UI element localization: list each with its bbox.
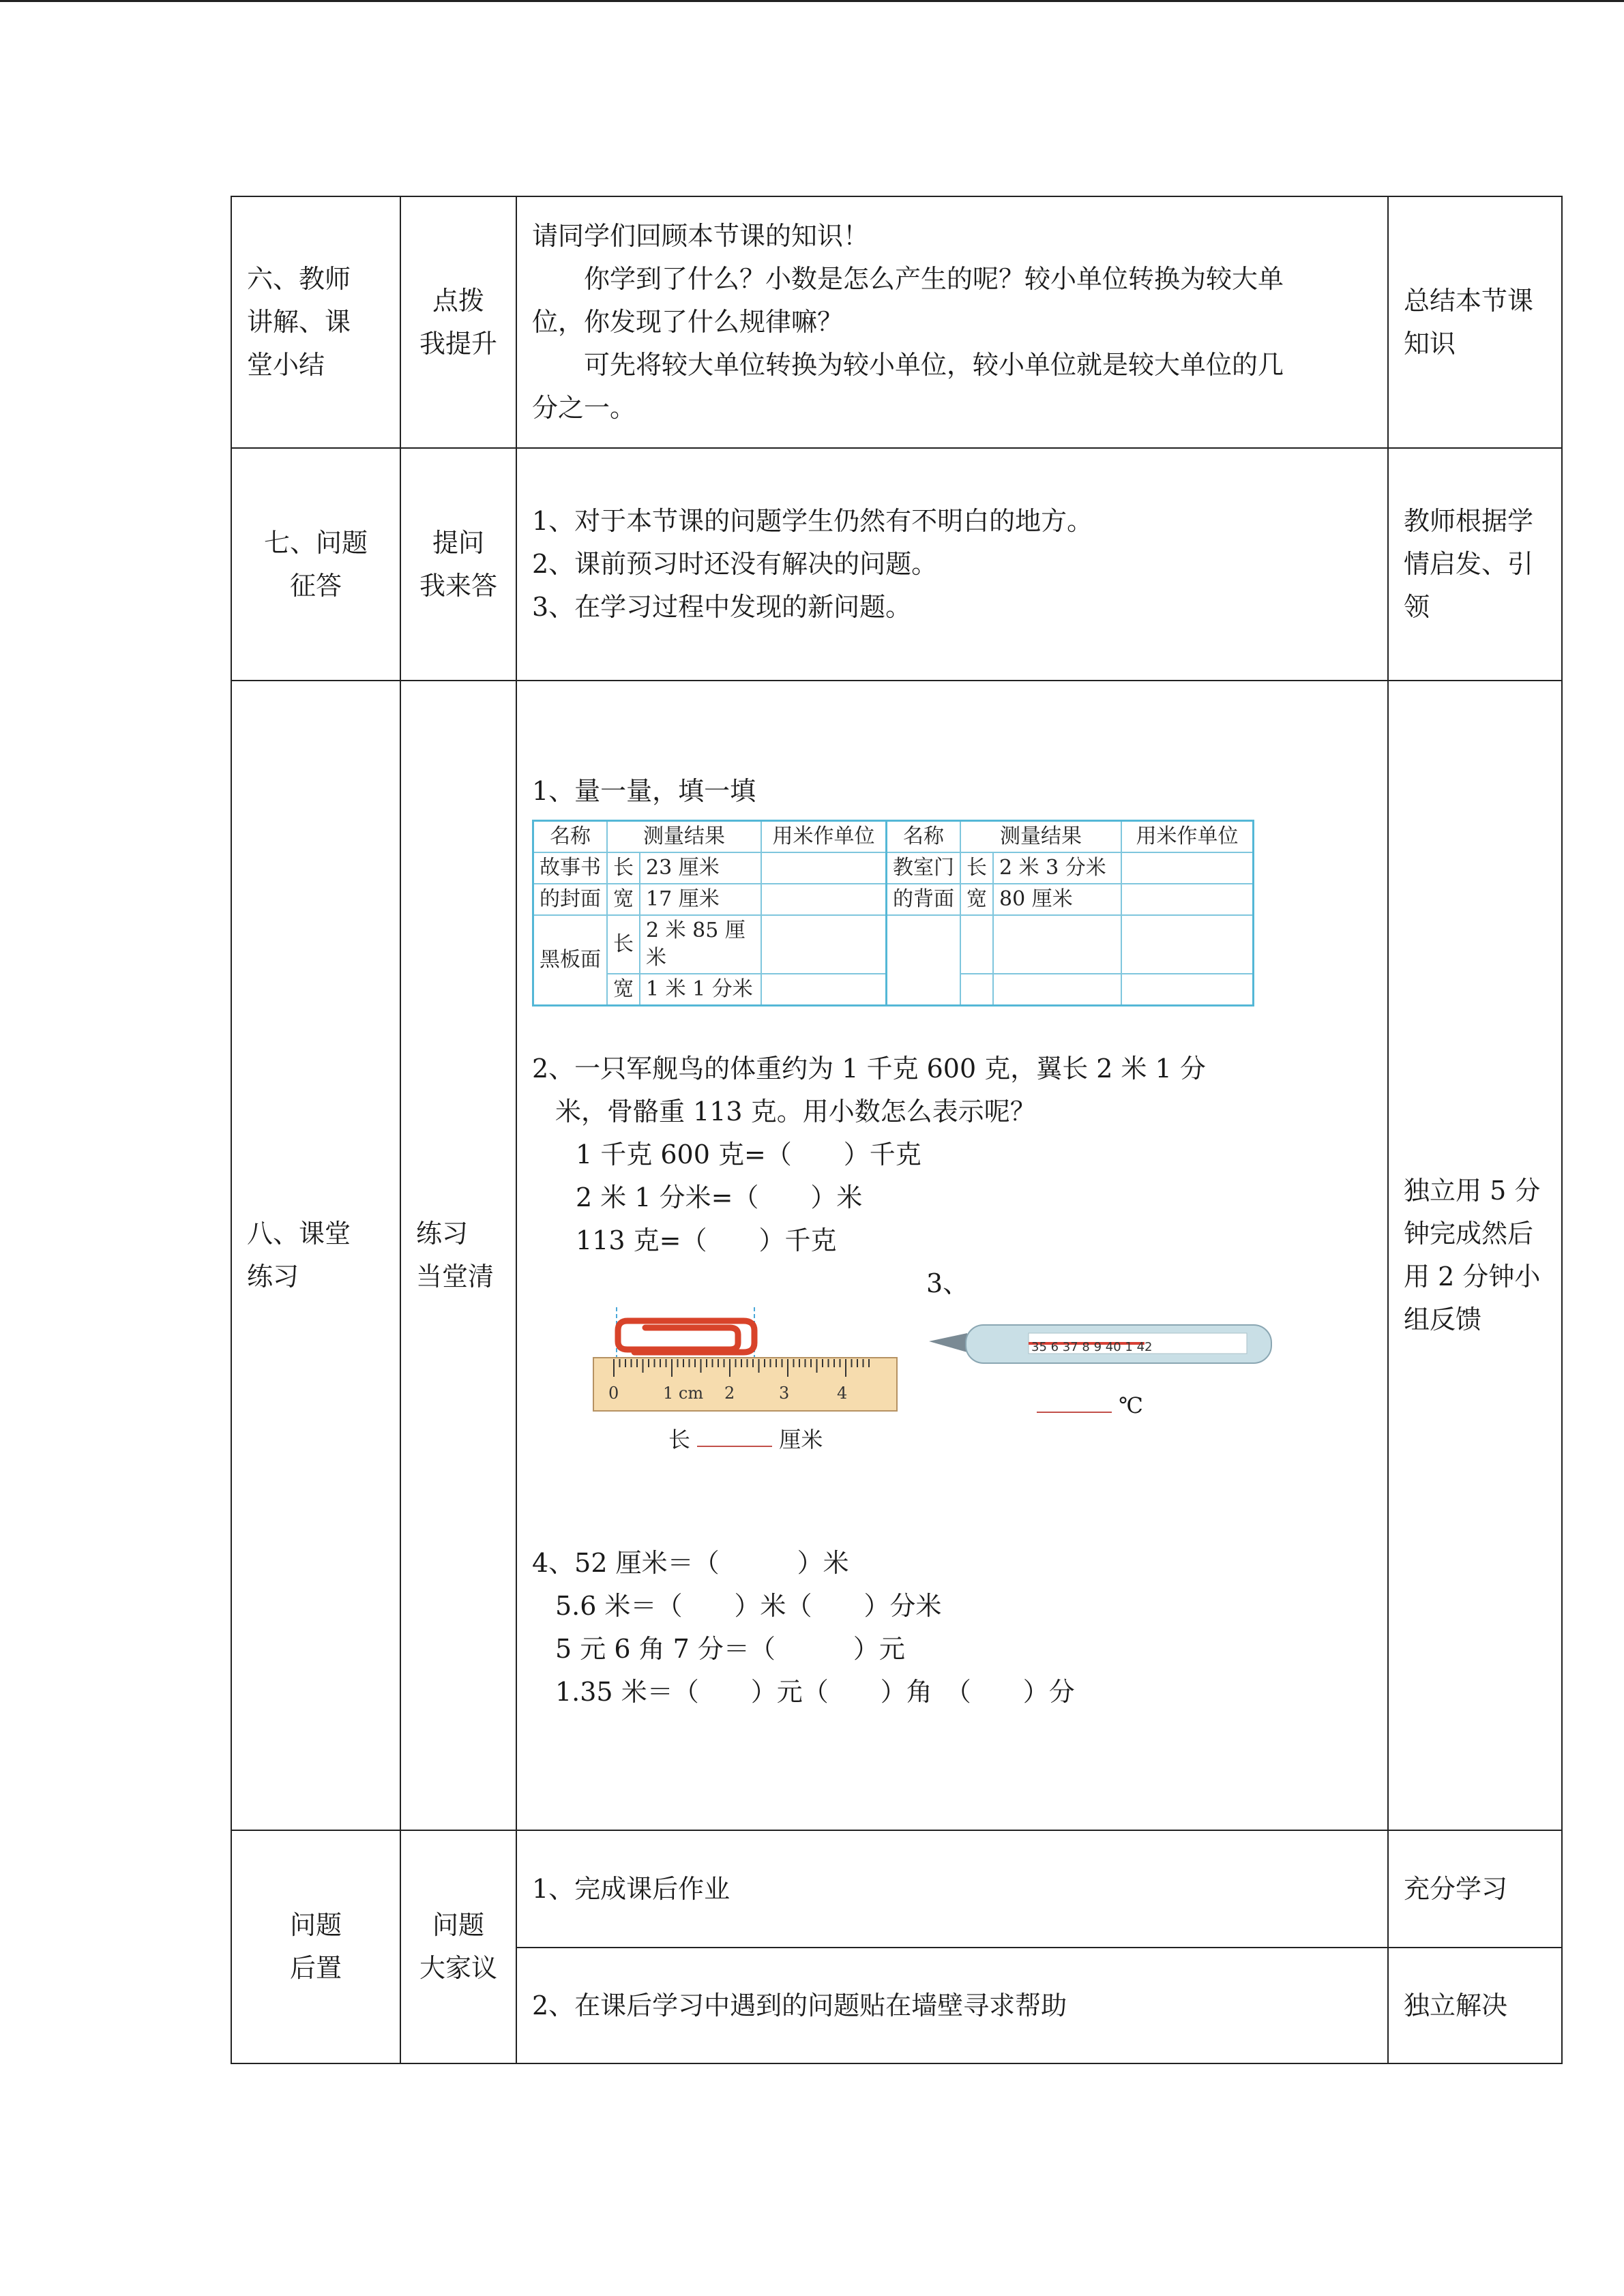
question-4-line: 5 元 6 角 7 分＝（ ）元: [555, 1634, 905, 1664]
note-line: 教师根据学: [1404, 506, 1534, 536]
thermometer-figure: [926, 1310, 1281, 1378]
method-line: 提问: [432, 527, 484, 558]
question-2-line: 2、一只军舰鸟的体重约为 1 千克 600 克，翼长 2 米 1 分: [532, 1054, 1206, 1084]
method-cell: [400, 681, 516, 1830]
note-line: 钟完成然后: [1404, 1219, 1534, 1249]
answer-cell[interactable]: [761, 884, 887, 915]
caption-text: 长: [668, 1427, 691, 1452]
dim-cell: 长: [607, 852, 640, 884]
stage-cell: [231, 448, 400, 681]
name-cell: 教室门: [887, 852, 961, 884]
answer-cell[interactable]: [1121, 852, 1254, 884]
method-line: 我来答: [419, 570, 497, 601]
stage-line: 征答: [289, 570, 342, 601]
measure-header-row: [533, 821, 1254, 853]
measure-row: [533, 884, 1254, 915]
stage-cell: [231, 1830, 400, 2063]
content-cell: [516, 448, 1388, 681]
content-cell: [516, 196, 1388, 448]
figure-row: [532, 1262, 1372, 1467]
note-line: 领: [1404, 592, 1430, 622]
header-cell: 名称: [533, 821, 608, 853]
name-cell: 的封面: [533, 884, 608, 915]
value-cell: 17 厘米: [640, 884, 761, 915]
question-1-title: 1、量一量，填一填: [532, 776, 756, 806]
dim-cell: 长: [960, 852, 993, 884]
name-cell: 故事书: [533, 852, 608, 884]
content-cell: 2、在课后学习中遇到的问题贴在墙壁寻求帮助: [516, 1948, 1388, 2063]
row-teacher-summary: [231, 196, 1562, 448]
ruler-caption: [668, 1426, 823, 1453]
row-class-practice: [231, 681, 1562, 1830]
top-border-line: [0, 0, 1624, 2]
header-cell: 测量结果: [960, 821, 1121, 853]
thermometer-caption: [1037, 1392, 1143, 1419]
empty-cell: [1121, 974, 1254, 1006]
stage-line: 七、问题: [263, 527, 368, 558]
question-2-line: 113 克=（ ）千克: [576, 1225, 837, 1255]
answer-cell[interactable]: [1121, 884, 1254, 915]
lesson-plan-table: [231, 196, 1563, 2064]
method-line: 问题: [432, 1910, 484, 1940]
ruler-label: 1 cm: [663, 1384, 704, 1403]
header-cell: 用米作单位: [1121, 821, 1254, 853]
measure-row: [533, 852, 1254, 884]
content-line: 你学到了什么？小数是怎么产生的呢？较小单位转换为较大单: [584, 264, 1284, 294]
dim-cell: 宽: [607, 884, 640, 915]
note-line: 组反馈: [1404, 1304, 1482, 1335]
note-cell: 独立解决: [1388, 1948, 1562, 2063]
ruler-label: 2: [724, 1384, 735, 1403]
question-4-line: 1.35 米＝（ ）元（ ）角 （ ）分: [555, 1677, 1075, 1707]
empty-cell: [960, 915, 993, 974]
stage-line: 练习: [247, 1262, 299, 1292]
header-cell: 用米作单位: [761, 821, 887, 853]
method-line: 练习: [416, 1219, 469, 1249]
stage-line: 问题: [289, 1910, 342, 1940]
answer-blank[interactable]: [1037, 1412, 1112, 1413]
content-cell: 1、完成课后作业: [516, 1830, 1388, 1948]
stage-line: 讲解、课: [247, 307, 351, 337]
value-cell: 2 米 3 分米: [993, 852, 1121, 884]
answer-blank[interactable]: [697, 1446, 772, 1447]
method-line: 当堂清: [416, 1262, 494, 1292]
note-line: 用 2 分钟小: [1404, 1262, 1541, 1292]
answer-cell[interactable]: [761, 915, 887, 974]
name-cell: 黑板面: [533, 915, 608, 1006]
value-cell: 80 厘米: [993, 884, 1121, 915]
empty-cell: [993, 974, 1121, 1006]
dim-cell: 宽: [960, 884, 993, 915]
header-cell: 名称: [887, 821, 961, 853]
stage-cell: [231, 681, 400, 1830]
row-followup-1: [231, 1830, 1562, 1948]
row-question-answer: [231, 448, 1562, 681]
content-line: 分之一。: [532, 393, 636, 423]
content-line: 3、在学习过程中发现的新问题。: [532, 592, 912, 622]
question-4-line: 4、52 厘米＝（ ）米: [532, 1548, 849, 1578]
content-line: 请同学们回顾本节课的知识！: [532, 221, 870, 251]
answer-cell[interactable]: [761, 974, 887, 1006]
note-line: 总结本节课: [1404, 285, 1534, 316]
note-line: 独立用 5 分: [1404, 1176, 1541, 1206]
name-cell: 的背面: [887, 884, 961, 915]
content-line: 可先将较大单位转换为较小单位，较小单位就是较大单位的几: [584, 350, 1284, 380]
empty-cell: [887, 915, 961, 1006]
method-cell: [400, 1830, 516, 2063]
note-cell: 充分学习: [1388, 1830, 1562, 1948]
note-cell: [1388, 681, 1562, 1830]
question-2-line: 2 米 1 分米=（ ）米: [576, 1182, 863, 1212]
paper-clip-icon: [618, 1321, 754, 1352]
unit-text: ℃: [1119, 1392, 1143, 1418]
empty-cell: [993, 915, 1121, 974]
measure-row: [533, 915, 1254, 974]
answer-cell[interactable]: [761, 852, 887, 884]
stage-line: 堂小结: [247, 350, 325, 380]
note-line: 情启发、引: [1404, 549, 1534, 579]
ruler-label: 0: [608, 1384, 619, 1403]
note-cell: [1388, 448, 1562, 681]
question-2-line: 1 千克 600 克=（ ）千克: [576, 1139, 921, 1169]
value-cell: 2 米 85 厘米: [640, 915, 761, 974]
content-cell: [516, 681, 1388, 1830]
content-line: 1、对于本节课的问题学生仍然有不明白的地方。: [532, 506, 1093, 536]
method-cell: [400, 196, 516, 448]
header-cell: 测量结果: [607, 821, 761, 853]
value-cell: 1 米 1 分米: [640, 974, 761, 1006]
stage-cell: [231, 196, 400, 448]
ruler-label: 3: [779, 1384, 790, 1403]
ruler-label: 4: [837, 1384, 848, 1403]
stage-line: 八、课堂: [247, 1219, 351, 1249]
method-line: 点拨: [432, 285, 484, 316]
thermometer-scale: 35 6 37 8 9 40 1 42: [1031, 1340, 1153, 1354]
method-cell: [400, 448, 516, 681]
question-3-label: 3、: [926, 1268, 969, 1298]
value-cell: 23 厘米: [640, 852, 761, 884]
note-cell: [1388, 196, 1562, 448]
empty-cell: [960, 974, 993, 1006]
stage-line: 后置: [289, 1953, 342, 1983]
dim-cell: 宽: [607, 974, 640, 1006]
content-line: 2、课前预习时还没有解决的问题。: [532, 549, 938, 579]
dim-cell: 长: [607, 915, 640, 974]
thermometer-tip: [929, 1333, 967, 1352]
question-2-line: 米，骨骼重 113 克。用小数怎么表示呢？: [555, 1097, 1036, 1127]
content-line: 位，你发现了什么规律嘛？: [532, 307, 844, 337]
stage-line: 六、教师: [247, 264, 351, 294]
measure-table: [532, 820, 1254, 1007]
caption-text: 厘米: [779, 1427, 823, 1452]
method-line: 我提升: [419, 328, 497, 359]
note-line: 知识: [1404, 328, 1456, 359]
empty-cell: [1121, 915, 1254, 974]
question-4-line: 5.6 米＝（ ）米（ ）分米: [555, 1591, 942, 1621]
method-line: 大家议: [419, 1953, 497, 1983]
